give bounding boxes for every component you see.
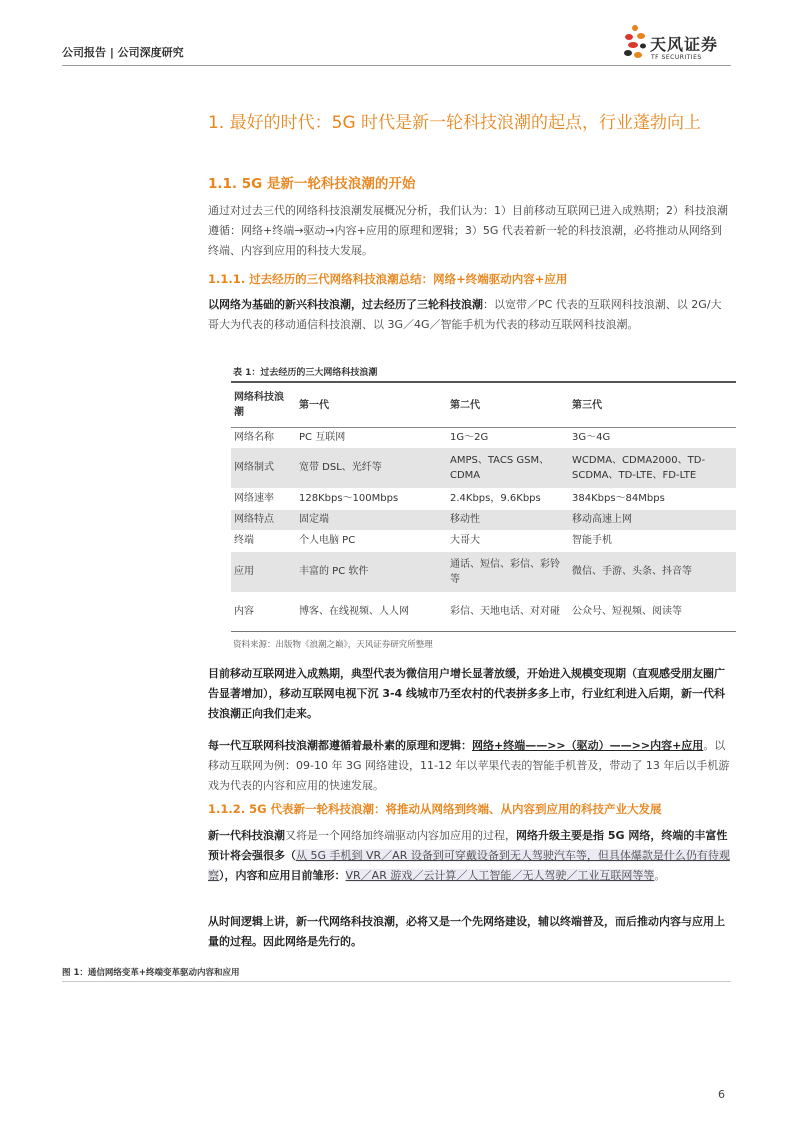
figure-divider	[62, 981, 731, 982]
table-row	[231, 592, 736, 632]
table-cell: 丰富的 PC 软件	[299, 566, 369, 577]
paragraph-underline: 网络+终端——>>（驱动）——>>内容+应用	[472, 739, 704, 752]
page-number: 6	[718, 1088, 725, 1101]
header-report-type: 公司报告 | 公司深度研究	[62, 46, 184, 59]
table-cell: 网络名称	[234, 432, 274, 444]
paragraph-lead-bold: 以网络为基础的新兴科技浪潮，过去经历了三轮科技浪潮	[208, 298, 483, 311]
table-cell: 内容	[234, 605, 254, 617]
table-cell: 384Kbps～84Mbps	[572, 493, 665, 504]
table-cell: 1G～2G	[450, 432, 489, 444]
brand-name-en: TF SECURITIES	[651, 54, 702, 61]
table-row	[231, 448, 736, 488]
paragraph-lead-bold: 新一代科技浪潮	[208, 829, 285, 842]
section-title-1-1-1: 1.1.1. 过去经历的三代网络科技浪潮总结：网络+终端驱动内容+应用	[208, 272, 568, 286]
table-cell: 网络制式	[234, 462, 274, 473]
table-header-cell: 第一代	[299, 399, 329, 411]
table-cell: AMPS、TACS GSM、CDMA	[450, 454, 550, 481]
section-title-1-1-2: 1.1.2. 5G 代表新一轮科技浪潮：将推动从网络到终端、从内容到应用的科技产业大发展	[208, 802, 662, 816]
paragraph-principle	[208, 736, 732, 796]
paragraph-body: 。以移动互联网为例：09-10 年 3G 网络建设，11-12 年以苹果代表的智能手机普及，带动了 13 年后以手机游戏为代表的内容和应用的快速发展。	[208, 739, 730, 792]
table-header-cell: 第三代	[572, 399, 602, 411]
table-row	[231, 552, 736, 592]
table-source: 资料来源：出版物《浪潮之巅》，天风证券研究所整理	[233, 640, 433, 650]
paragraph-body: 。	[654, 869, 666, 882]
table-row	[231, 530, 736, 552]
table-cell: 微信、手游、头条、抖音等	[572, 566, 692, 577]
table-cell: 终端	[234, 535, 254, 546]
table-cell: 固定端	[299, 514, 329, 525]
paragraph-bold: 网络升级主要是指 5G 网络，终端的丰富性预计将会强很多（	[208, 829, 728, 862]
section-title-1-1: 1.1. 5G 是新一轮科技浪潮的开始	[208, 176, 416, 192]
table-cell: PC 互联网	[299, 432, 346, 444]
table-cell: 3G～4G	[572, 432, 611, 444]
paragraph-body: 又将是一个网络加终端驱动内容加应用的过程，	[285, 829, 516, 842]
table-cell: 博客、在线视频、人人网	[299, 605, 409, 617]
table-row	[231, 488, 736, 510]
paragraph-5g-wave	[208, 826, 732, 886]
table-cell: WCDMA、CDMA2000、TD-SCDMA、TD-LTE、FD-LTE	[572, 454, 706, 481]
table-cell: 2.4Kbps，9.6Kbps	[450, 493, 541, 504]
paragraph-network-first: 从时间逻辑上讲，新一代网络科技浪潮，必将又是一个先网络建设，辅以终端普及，而后推动内容与应用上量的过程。因此网络是先行的。	[208, 915, 725, 948]
table-header-row	[231, 382, 736, 428]
intro-paragraph: 通过对过去三代的网络科技浪潮发展概况分析，我们认为：1）目前移动互联网已进入成熟期；2）科技浪潮遵循：网络+终端→驱动→内容+应用的原理和逻辑；3）5G 代表着新一轮的科技浪潮，必将推动从网络到终端、内容到应用的科技大发展。	[208, 204, 728, 257]
paragraph-underline: 从 5G 手机到 VR／AR 设备到可穿戴设备到无人驾驶汽车等，但具体爆款是什么仍有待观察	[208, 849, 730, 882]
table-header-cell: 网络科技浪潮	[234, 392, 284, 418]
table-cell: 智能手机	[572, 535, 612, 546]
table-cell: 个人电脑 PC	[299, 535, 356, 546]
paragraph-body: ：以宽带／PC 代表的互联网科技浪潮、以 2G/大哥大为代表的移动通信科技浪潮、以 3G／4G／智能手机为代表的移动互联网科技浪潮。	[208, 298, 722, 331]
table-cell: 应用	[234, 566, 254, 577]
paragraph-three-waves	[208, 295, 732, 335]
paragraph-bold: ），内容和应用目前雏形：	[219, 869, 346, 882]
table-cell: 公众号、短视频、阅读等	[572, 605, 682, 617]
table-caption: 表 1：过去经历的三大网络科技浪潮	[233, 368, 378, 378]
table-cell: 移动性	[450, 514, 480, 525]
table-cell: 移动高速上网	[572, 514, 632, 525]
paragraph-underline: VR／AR 游戏／云计算／人工智能／无人驾驶／工业互联网等等	[345, 869, 655, 882]
table-cell: 网络速率	[234, 493, 274, 504]
table-cell: 通话、短信、彩信、彩铃等	[450, 558, 560, 585]
paragraph-lead-bold: 每一代互联网科技浪潮都遵循着最朴素的原理和逻辑：	[208, 739, 472, 752]
table-row	[231, 510, 736, 530]
table-header-cell: 第二代	[450, 399, 480, 411]
brand-name: 天风证券	[650, 35, 719, 54]
table-cell: 网络特点	[234, 514, 274, 525]
paragraph-mobile-internet: 目前移动互联网进入成熟期，典型代表为微信用户增长显著放缓，开始进入规模变现期（直观感受朋友圈广告显著增加），移动互联网电视下沉 3-4 线城市乃至农村的代表拼多多上市，行业红利进入后期，新一代科技浪潮正向我们走来。	[208, 667, 726, 720]
chapter-title: 1. 最好的时代：5G 时代是新一轮科技浪潮的起点，行业蓬勃向上	[208, 113, 702, 133]
table-cell: 大哥大	[450, 535, 480, 546]
brand-logo	[622, 22, 742, 66]
table-cell: 彩信、天地电话、对对碰	[450, 605, 560, 617]
table-cell: 128Kbps～100Mbps	[299, 493, 399, 504]
table-cell: 宽带 DSL、光纤等	[299, 462, 382, 473]
flower-logo-icon	[622, 22, 652, 66]
figure-caption: 图 1：通信网络变革+终端变革驱动内容和应用	[62, 968, 240, 978]
table-row	[231, 428, 736, 448]
waves-table	[231, 381, 736, 632]
